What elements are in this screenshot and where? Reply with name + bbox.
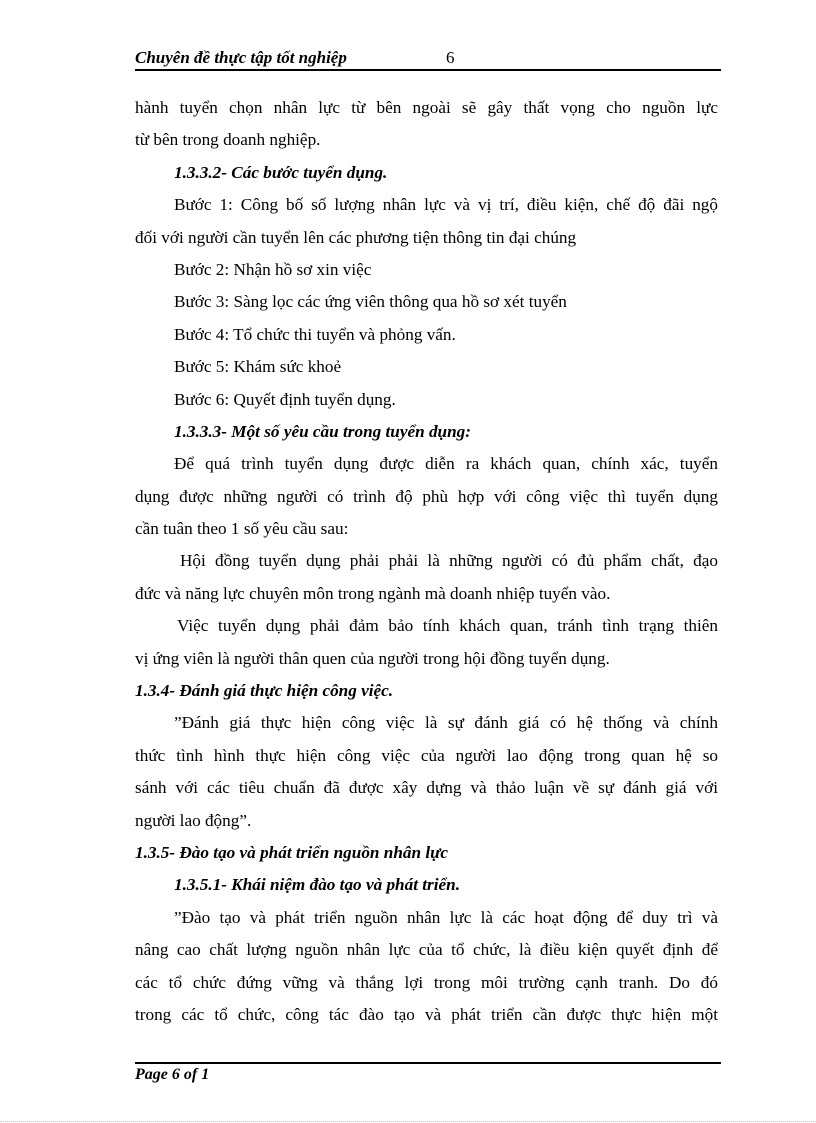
text-line: người lao động”. (135, 810, 252, 830)
text-line: hành tuyển chọn nhân lực từ bên ngoài sẽ gây thất vọng cho nguồn lực (135, 98, 718, 117)
section-heading: 1.3.4- Đánh giá thực hiện công việc. (135, 681, 394, 701)
text-line: Bước 3: Sàng lọc các ứng viên thông qua hồ sơ xét tuyển (174, 292, 567, 312)
text-line: Việc tuyển dụng phải đảm bảo tính khách quan, tránh tình trạng thiên (177, 616, 718, 636)
footer-rule (135, 1062, 721, 1064)
text-line: đức và năng lực chuyên môn trong ngành mà doanh nhiệp tuyển vào. (135, 583, 611, 603)
header-title: Chuyên đề thực tập tốt nghiệp (135, 48, 347, 67)
text-line: ”Đánh giá thực hiện công việc là sự đánh giá có hệ thống và chính (174, 713, 718, 733)
text-line: sánh với các tiêu chuẩn đã được xây dựng và thảo luận về sự đánh giá với (135, 778, 718, 798)
text-line: từ bên trong doanh nghiệp. (135, 130, 321, 150)
text-line: ”Đào tạo và phát triển nguồn nhân lực là các hoạt động để duy trì và (174, 907, 718, 927)
text-line: vị ứng viên là người thân quen của người trong hội đồng tuyển dụng. (135, 648, 610, 668)
text-line: trong các tổ chức, công tác đào tạo và phát triển cần được thực hiện một (135, 1004, 718, 1024)
header-rule (135, 69, 721, 71)
text-line: Bước 5: Khám sức khoẻ (174, 357, 342, 377)
text-line: nâng cao chất lượng nguồn nhân lực của tổ chức, là điều kiện quyết định để (135, 940, 718, 960)
text-line: các tổ chức đứng vững và thắng lợi trong môi trường cạnh tranh. Do đó (135, 972, 718, 992)
text-line: Hội đồng tuyển dụng phải phải là những người có đủ phẩm chất, đạo (180, 551, 718, 571)
text-line: Bước 4: Tổ chức thi tuyển và phỏng vấn. (174, 324, 456, 344)
header-page-number: 6 (446, 48, 455, 67)
text-line: dụng được những người có trình độ phù hợp với công việc thì tuyển dụng (135, 486, 718, 506)
text-line: thức tình hình thực hiện công việc của người lao động trong quan hệ so (135, 745, 718, 765)
text-line: đối với người cần tuyển lên các phương tiện thông tin đại chúng (135, 227, 577, 247)
text-line: Để quá trình tuyển dụng được diễn ra khách quan, chính xác, tuyển (174, 454, 718, 474)
section-heading: 1.3.3.3- Một số yêu cầu trong tuyển dụng: (174, 421, 471, 441)
text-line: Bước 1: Công bố số lượng nhân lực và vị trí, điều kiện, chế độ đãi ngộ (174, 195, 718, 215)
text-line: Bước 6: Quyết định tuyển dụng. (174, 389, 396, 409)
section-heading: 1.3.5.1- Khái niệm đào tạo và phát triển. (174, 875, 461, 895)
document-body (135, 92, 718, 1031)
text-line: Bước 2: Nhận hồ sơ xin việc (174, 259, 372, 279)
page-header (135, 48, 721, 68)
section-heading: 1.3.3.2- Các bước tuyển dụng. (174, 162, 388, 182)
section-heading: 1.3.5- Đào tạo và phát triển nguồn nhân lực (135, 842, 449, 862)
page-bottom-border (0, 1121, 816, 1122)
page-footer: Page 6 of 1 (135, 1066, 210, 1083)
text-line: cần tuân theo 1 số yêu cầu sau: (135, 519, 349, 539)
